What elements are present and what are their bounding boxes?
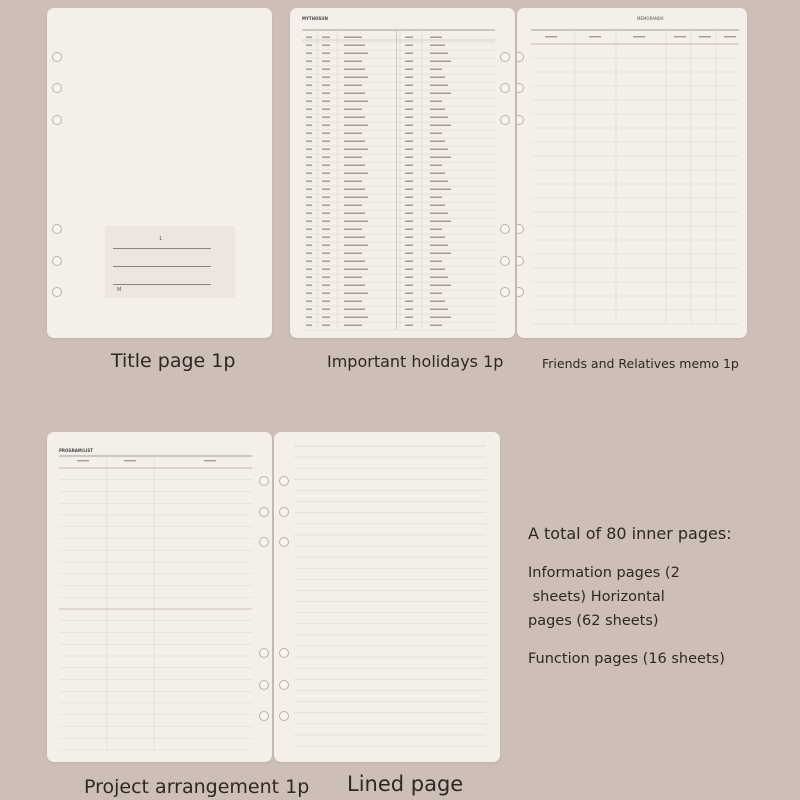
cell-text xyxy=(405,149,413,150)
cell-text xyxy=(430,125,451,126)
cell-text xyxy=(430,181,448,182)
cell-text xyxy=(306,173,312,174)
cell-text xyxy=(322,117,330,118)
cell-text xyxy=(322,309,330,310)
cell-text xyxy=(405,317,413,318)
cell-text xyxy=(405,109,413,110)
cell-text xyxy=(344,189,365,190)
cell-text xyxy=(430,173,445,174)
cell-text xyxy=(430,157,451,158)
cell-text xyxy=(322,205,330,206)
cell-text xyxy=(405,261,413,262)
cell-text xyxy=(430,221,451,222)
cell-text xyxy=(306,37,312,38)
title-field-mark: 1 xyxy=(159,236,163,242)
cell-text xyxy=(405,221,413,222)
cell-text xyxy=(405,77,413,78)
column-header-text xyxy=(699,36,711,37)
cell-text xyxy=(344,141,365,142)
cell-text xyxy=(306,133,312,134)
cell-text xyxy=(405,133,413,134)
cell-text xyxy=(430,325,442,326)
cell-text xyxy=(405,285,413,286)
cell-text xyxy=(322,253,330,254)
cell-text xyxy=(306,117,312,118)
binder-hole xyxy=(52,256,62,266)
binder-hole xyxy=(52,52,62,62)
cell-text xyxy=(322,317,330,318)
caption-lined: Lined page xyxy=(347,772,464,796)
cell-text xyxy=(405,245,413,246)
cell-text xyxy=(405,197,413,198)
cell-text xyxy=(344,85,362,86)
cell-text xyxy=(322,141,330,142)
cell-text xyxy=(344,197,368,198)
cell-text xyxy=(306,85,312,86)
cell-text xyxy=(322,125,330,126)
friends-page-preview xyxy=(517,8,747,338)
cell-text xyxy=(430,237,445,238)
cell-text xyxy=(322,285,330,286)
column-header-text xyxy=(124,460,136,461)
cell-text xyxy=(430,285,451,286)
cell-text xyxy=(306,213,312,214)
cell-text xyxy=(430,269,445,270)
cell-text xyxy=(405,125,413,126)
cell-text xyxy=(322,269,330,270)
cell-text xyxy=(322,109,330,110)
title-field-line xyxy=(113,284,211,285)
cell-text xyxy=(344,245,368,246)
cell-text xyxy=(322,181,330,182)
cell-text xyxy=(344,45,365,46)
cell-text xyxy=(306,293,312,294)
cell-text xyxy=(306,101,312,102)
holidays-header: MYTHOSUN xyxy=(302,16,328,21)
cell-text xyxy=(430,197,442,198)
cell-text xyxy=(430,165,442,166)
binder-hole xyxy=(52,83,62,93)
cell-text xyxy=(405,301,413,302)
binder-hole xyxy=(52,287,62,297)
cell-text xyxy=(405,37,413,38)
cell-text xyxy=(306,149,312,150)
holidays-table xyxy=(290,8,515,338)
cell-text xyxy=(344,253,362,254)
holidays-page-preview xyxy=(290,8,515,338)
cell-text xyxy=(344,93,365,94)
cell-text xyxy=(430,261,442,262)
cell-text xyxy=(430,109,445,110)
cell-text xyxy=(344,157,362,158)
cell-text xyxy=(306,53,312,54)
cell-text xyxy=(306,301,312,302)
title-field-line xyxy=(113,248,211,249)
cell-text xyxy=(344,165,365,166)
column-header-text xyxy=(674,36,686,37)
cell-text xyxy=(430,37,442,38)
cell-text xyxy=(322,85,330,86)
cell-text xyxy=(344,237,365,238)
cell-text xyxy=(344,301,362,302)
cell-text xyxy=(405,269,413,270)
cell-text xyxy=(344,205,362,206)
cell-text xyxy=(344,53,368,54)
column-header-text xyxy=(204,460,216,461)
cell-text xyxy=(430,117,448,118)
cell-text xyxy=(306,253,312,254)
cell-text xyxy=(405,189,413,190)
info-line: pages (62 sheets) xyxy=(528,613,659,629)
cell-text xyxy=(430,101,442,102)
cell-text xyxy=(405,229,413,230)
cell-text xyxy=(430,277,448,278)
cell-text xyxy=(322,325,330,326)
cell-text xyxy=(405,253,413,254)
cell-text xyxy=(306,197,312,198)
cell-text xyxy=(344,69,365,70)
cell-text xyxy=(405,205,413,206)
cell-text xyxy=(344,117,365,118)
title-field-line xyxy=(113,266,211,267)
cell-text xyxy=(430,253,451,254)
cell-text xyxy=(344,133,362,134)
cell-text xyxy=(344,37,362,38)
cell-text xyxy=(306,221,312,222)
cell-text xyxy=(306,189,312,190)
cell-text xyxy=(306,61,312,62)
cell-text xyxy=(306,285,312,286)
cell-text xyxy=(322,229,330,230)
cell-text xyxy=(306,157,312,158)
cell-text xyxy=(306,109,312,110)
column-header-text xyxy=(589,36,601,37)
cell-text xyxy=(306,245,312,246)
cell-text xyxy=(430,189,451,190)
cell-text xyxy=(344,325,362,326)
cell-text xyxy=(322,261,330,262)
cell-text xyxy=(430,61,451,62)
column-header-text xyxy=(633,36,645,37)
cell-text xyxy=(322,157,330,158)
lined-page-preview xyxy=(274,432,500,762)
column-header-text xyxy=(77,460,89,461)
project-page-preview xyxy=(47,432,272,762)
caption-friends: Friends and Relatives memo 1p xyxy=(542,356,739,371)
cell-text xyxy=(306,69,312,70)
cell-text xyxy=(430,149,448,150)
cell-text xyxy=(306,309,312,310)
cell-text xyxy=(405,85,413,86)
cell-text xyxy=(306,77,312,78)
title-field-mark: M xyxy=(117,287,122,293)
cell-text xyxy=(405,173,413,174)
binder-hole xyxy=(52,224,62,234)
cell-text xyxy=(322,77,330,78)
cell-text xyxy=(306,261,312,262)
cell-text xyxy=(405,101,413,102)
project-header: PROGRAM/LIST xyxy=(59,448,93,453)
cell-text xyxy=(430,293,442,294)
cell-text xyxy=(430,205,445,206)
cell-text xyxy=(405,61,413,62)
cell-text xyxy=(322,133,330,134)
cell-text xyxy=(430,245,448,246)
cell-text xyxy=(306,269,312,270)
cell-text xyxy=(306,237,312,238)
cell-text xyxy=(405,69,413,70)
caption-holidays: Important holidays 1p xyxy=(327,352,504,371)
info-line: Information pages (2 xyxy=(528,565,680,581)
project-table xyxy=(47,432,272,762)
cell-text xyxy=(322,197,330,198)
cell-text xyxy=(405,237,413,238)
cell-text xyxy=(322,37,330,38)
cell-text xyxy=(306,165,312,166)
cell-text xyxy=(344,317,368,318)
cell-text xyxy=(306,45,312,46)
cell-text xyxy=(344,61,362,62)
cell-text xyxy=(344,77,368,78)
cell-text xyxy=(344,173,368,174)
cell-text xyxy=(344,149,368,150)
cell-text xyxy=(430,69,442,70)
title-label-box xyxy=(105,226,235,298)
cell-text xyxy=(344,269,368,270)
cell-text xyxy=(344,181,362,182)
cell-text xyxy=(306,277,312,278)
cell-text xyxy=(306,93,312,94)
cell-text xyxy=(344,101,368,102)
cell-text xyxy=(322,149,330,150)
cell-text xyxy=(344,213,365,214)
cell-text xyxy=(405,45,413,46)
cell-text xyxy=(322,213,330,214)
lined-rules xyxy=(274,432,500,762)
cell-text xyxy=(344,229,362,230)
title-page-preview xyxy=(47,8,272,338)
friends-table xyxy=(517,8,747,338)
caption-project: Project arrangement 1p xyxy=(84,776,310,798)
cell-text xyxy=(405,53,413,54)
cell-text xyxy=(306,229,312,230)
cell-text xyxy=(430,77,445,78)
column-header-text xyxy=(724,36,736,37)
cell-text xyxy=(430,141,445,142)
cell-text xyxy=(344,285,365,286)
cell-text xyxy=(430,133,442,134)
info-line: sheets) Horizontal xyxy=(528,589,665,605)
friends-header: MEMORANDA xyxy=(637,16,664,21)
cell-text xyxy=(322,277,330,278)
cell-text xyxy=(322,221,330,222)
cell-text xyxy=(306,325,312,326)
cell-text xyxy=(344,309,365,310)
caption-title-page: Title page 1p xyxy=(111,350,236,372)
cell-text xyxy=(405,309,413,310)
cell-text xyxy=(430,229,442,230)
cell-text xyxy=(322,53,330,54)
cell-text xyxy=(405,325,413,326)
cell-text xyxy=(344,221,368,222)
cell-text xyxy=(322,101,330,102)
cell-text xyxy=(322,165,330,166)
cell-text xyxy=(344,261,365,262)
cell-text xyxy=(405,165,413,166)
cell-text xyxy=(430,317,451,318)
cell-text xyxy=(405,293,413,294)
cell-text xyxy=(322,293,330,294)
info-line: Function pages (16 sheets) xyxy=(528,651,725,667)
cell-text xyxy=(306,317,312,318)
cell-text xyxy=(344,109,362,110)
binder-hole xyxy=(52,115,62,125)
cell-text xyxy=(322,301,330,302)
cell-text xyxy=(344,293,368,294)
column-header-text xyxy=(545,36,557,37)
cell-text xyxy=(430,213,448,214)
cell-text xyxy=(430,93,451,94)
cell-text xyxy=(405,277,413,278)
cell-text xyxy=(322,237,330,238)
cell-text xyxy=(430,45,445,46)
cell-text xyxy=(322,245,330,246)
cell-text xyxy=(405,213,413,214)
cell-text xyxy=(405,141,413,142)
cell-text xyxy=(306,181,312,182)
cell-text xyxy=(322,93,330,94)
cell-text xyxy=(322,173,330,174)
cell-text xyxy=(344,125,368,126)
cell-text xyxy=(306,205,312,206)
cell-text xyxy=(306,125,312,126)
cell-text xyxy=(322,69,330,70)
cell-text xyxy=(430,53,448,54)
cell-text xyxy=(344,277,362,278)
cell-text xyxy=(405,117,413,118)
cell-text xyxy=(430,301,445,302)
cell-text xyxy=(405,181,413,182)
cell-text xyxy=(405,93,413,94)
cell-text xyxy=(405,157,413,158)
cell-text xyxy=(322,45,330,46)
info-heading: A total of 80 inner pages: xyxy=(528,524,732,543)
cell-text xyxy=(306,141,312,142)
cell-text xyxy=(430,309,448,310)
cell-text xyxy=(322,189,330,190)
cell-text xyxy=(322,61,330,62)
cell-text xyxy=(430,85,448,86)
